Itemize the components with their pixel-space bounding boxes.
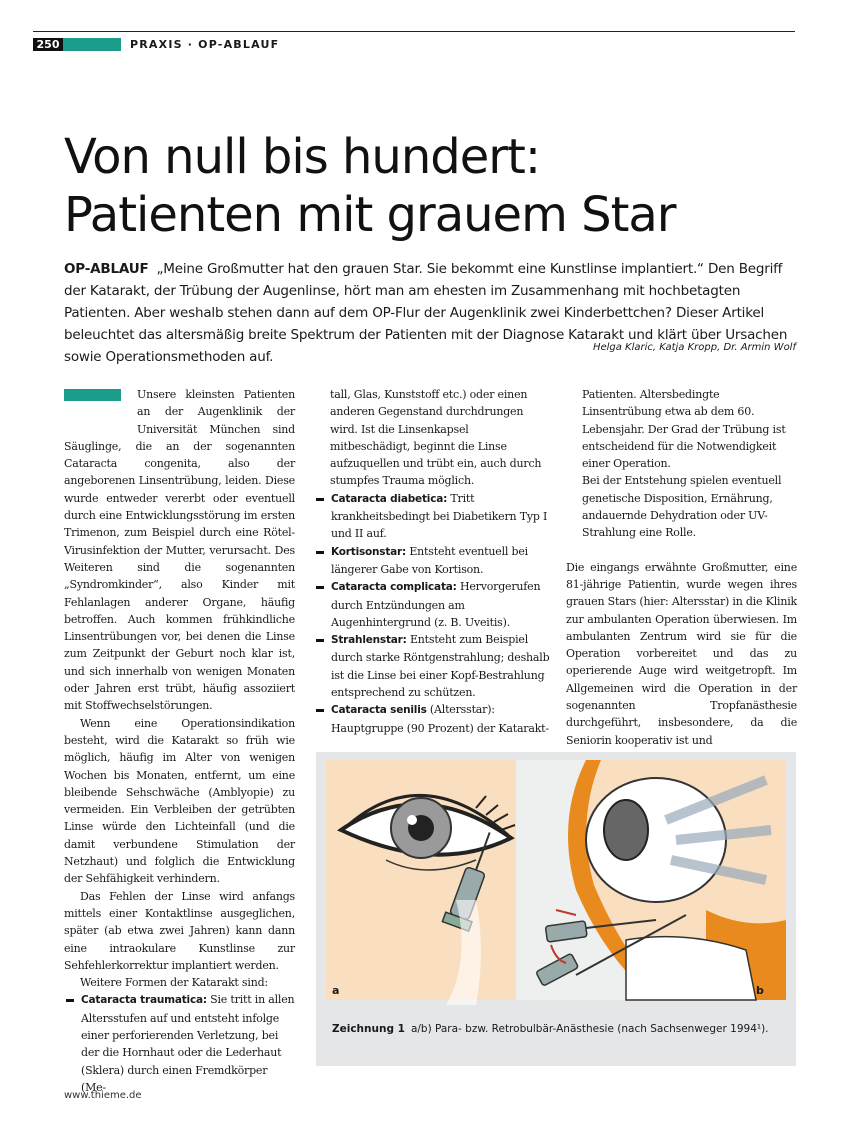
list-item: [314, 578, 550, 631]
figure-box: [316, 752, 796, 1066]
paragraph: Unsere kleinsten Patienten an der Augenklinik der Universität München sind Säuglinge, die an der sogenannten Cataracta congenita, also der angeborenen Linsentrübung, leiden. Diese wurde entweder vererbt oder eventuell durch eine Entwicklungsstörung im ersten Trimenon, zum Beispiel durch eine Rötel-Virusinfektion der Mutter, verursacht. Des Weiteren sind die sogenannten „Syndromkinder“, also Kinder mit Fehlanlagen anderer Organe, häufig betroffen. Auch kommen frühkindliche Linsentrübungen vor, bei denen die Linse zum Zeitpunkt der Geburt noch klar ist, und sich innerhalb von wenigen Monaten oder Jahren erst trübt, häufig assoziiert mit Stoffwechselstörungen.: [64, 388, 295, 713]
paragraph: Die eingangs erwähnte Großmutter, eine 81-jährige Patientin, wurde wegen ihres grauen Stars (hier: Altersstar) in die Klinik zur ambulanten Operation überwiesen. Im ambulanten Zentrum wird sie für die Operation vorbereitet und das zu operierende Auge wird weitgetropft. Im Allgemeinen wird die Operation in der sogenannten Tropfanästhesie durchgeführt, insbesondere, da die Seniorin kooperativ ist und: [566, 560, 797, 747]
bullet-term: Cataracta diabetica:: [331, 492, 448, 505]
paragraph: Patienten. Altersbedingte Linsentrübung etwa ab dem 60. Lebensjahr. Der Grad der Trübung ist entscheidend für die Notwendigkeit einer Operation.: [582, 388, 786, 471]
bullet-list: [64, 991, 295, 1096]
column-accent-bar: [64, 389, 121, 401]
bullet-text: Entsteht zum Beispiel durch starke Röntgenstrahlung; deshalb ist die Linse bei einer Kopf-Bestrahlung entsprechend zu schützen.: [331, 633, 550, 700]
caption-label: Zeichnung 1: [332, 1023, 405, 1035]
paragraph: Wenn eine Operationsindikation besteht, wird die Katarakt so früh wie möglich, häufig im Alter von wenigen Wochen bis Monaten, entfernt, um eine bleibende Sehschwäche (Amblyopie) zu vermeiden. Ein Verbleiben der getrübten Linse würde den Lichteinfall (und die damit verbundene Stimulation der Netzhaut) und folglich die Entwicklung der Sehfähigkeit verhindern.: [64, 716, 295, 886]
bullet-text: Hervorgerufen durch Entzündungen am Augenhintergrund (z. B. Uveitis).: [331, 580, 541, 629]
paragraph: Das Fehlen der Linse wird anfangs mittels einer Kontaktlinse ausgeglichen, später (ab etwa zwei Jahren) kann dann eine intraokulare Kunstlinse zur Sehfehlerkorrektur implantiert werden.: [64, 889, 295, 972]
bullet-term: Cataracta complicata:: [331, 581, 457, 594]
header-accent-bar: [63, 38, 121, 51]
caption-text: a/b) Para- bzw. Retrobulbär-Anästhesie (nach Sachsenweger 1994¹).: [410, 1023, 769, 1035]
section-label: PRAXIS · OP-ABLAUF: [130, 38, 280, 51]
list-item: [314, 701, 550, 737]
column-3: [566, 386, 797, 749]
column-2: [314, 386, 550, 737]
paragraph: Weitere Formen der Katarakt sind:: [80, 976, 268, 990]
lead-text: „Meine Großmutter hat den grauen Star. Sie bekommt eine Kunstlinse implantiert.“ Den Begriff der Katarakt, der Trübung der Augenlinse, hört man am ehesten im Zusammenhang mit hochbetagten Patienten. Aber weshalb stehen dann auf dem OP-Flur der Augenklinik zwei Kinderbettchen? Dieser Artikel beleuchtet das altersmäßig breite Spektrum der Patienten mit der Diagnose Katarakt und klärt über Ursachen sowie Operationsmethoden auf.: [64, 261, 788, 365]
figure-label-a: a: [332, 984, 340, 997]
title-line-2: Patienten mit grauem Star: [64, 187, 676, 243]
list-item: [314, 490, 550, 543]
bullet-list: [314, 490, 550, 737]
page-number: 250: [33, 38, 63, 51]
authors: Helga Klaric, Katja Kropp, Dr. Armin Wolf: [592, 342, 796, 353]
list-item: [64, 991, 295, 1096]
figure-caption: [332, 1022, 782, 1037]
list-item: [314, 543, 550, 579]
bullet-text: Entsteht eventuell bei längerer Gabe von Kortison.: [331, 544, 528, 576]
paragraph: Bei der Entstehung spielen eventuell genetische Disposition, Ernährung, andauernde Dehydration oder UV-Strahlung eine Rolle.: [582, 474, 782, 540]
lead-label: OP-ABLAUF: [64, 261, 149, 277]
paragraph: tall, Glas, Kunststoff etc.) oder einen anderen Gegenstand durchdrungen wird. Ist die Linsenkapsel mitbeschädigt, beginnt die Linse aufzuquellen und trübt ein, auch durch stumpfes Trauma möglich.: [330, 388, 542, 488]
bullet-term: Cataracta senilis: [331, 704, 427, 717]
eye-illustration: [326, 760, 786, 1010]
bullet-term: Cataracta traumatica:: [81, 994, 207, 1007]
article-title: [64, 128, 784, 244]
title-line-1: Von null bis hundert:: [64, 129, 540, 185]
header-rule: [33, 31, 795, 32]
bullet-term: Kortisonstar:: [331, 545, 407, 558]
footer-url: www.thieme.de: [64, 1090, 142, 1101]
bullet-text: Tritt krankheitsbedingt bei Diabetikern Typ I und II auf.: [331, 491, 548, 541]
column-1: [64, 386, 295, 1096]
bullet-text: Sie tritt in allen Altersstufen auf und entsteht infolge einer perforierenden Verletzung, bei der die Hornhaut oder die Lederhaut (Sklera) durch einen Fremdkörper (Me-: [81, 993, 295, 1094]
bullet-text: (Altersstar): Hauptgruppe (90 Prozent) der Katarakt-: [331, 703, 549, 735]
bullet-term: Strahlenstar:: [331, 634, 407, 647]
list-item: [314, 631, 550, 701]
figure-label-b: b: [756, 984, 764, 997]
